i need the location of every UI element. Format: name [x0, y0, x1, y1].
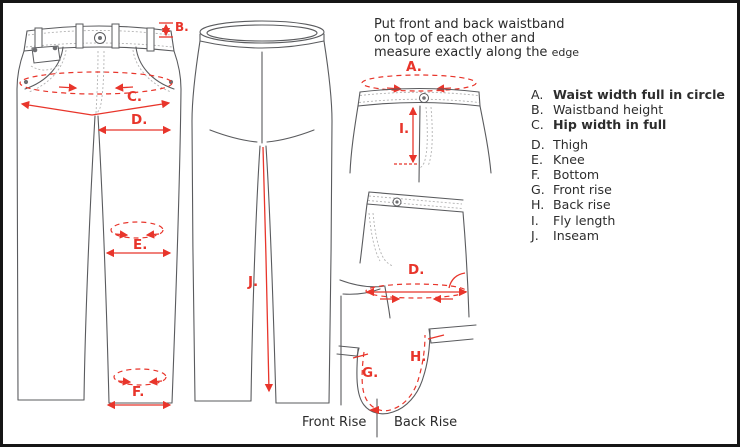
legend-text: Fly length: [553, 212, 616, 228]
legend-text: Hip width in full: [553, 117, 667, 133]
front-view-pants-drawing: [17, 23, 181, 405]
legend-item-h: [531, 197, 725, 212]
legend-letter: J.: [531, 227, 539, 243]
legend-item-j: [531, 228, 725, 243]
label-inseam-j: J.: [248, 274, 259, 290]
label-front-rise-g: G.: [362, 365, 379, 381]
instruction-text: [374, 18, 649, 60]
label-hip-width-c: C.: [127, 89, 143, 105]
instruction-line-3: measure exactly along the edge: [374, 45, 580, 60]
legend-text: Waist width full in circle: [553, 87, 725, 102]
legend-text: Bottom: [553, 167, 600, 183]
legend-item-d: [531, 137, 725, 152]
legend-letter: E.: [531, 151, 543, 167]
measurement-legend: [531, 87, 725, 243]
legend-letter: C.: [531, 117, 544, 133]
label-waistband-height-b: B.: [175, 20, 189, 34]
label-back-rise-h: H.: [410, 349, 427, 365]
legend-letter: A.: [531, 87, 544, 102]
legend-letter: B.: [531, 102, 544, 118]
legend-item-i: [531, 213, 725, 228]
caption-back-rise: Back Rise: [394, 415, 458, 430]
label-fly-length-i: I.: [399, 121, 410, 137]
legend-item-g: [531, 182, 725, 197]
instruction-line-1: Put front and back waistband: [374, 17, 565, 32]
label-thigh-d-detail: D.: [408, 262, 425, 278]
legend-text: Front rise: [553, 182, 612, 198]
thigh-detail-drawing: [340, 192, 469, 318]
label-thigh-d-front: D.: [131, 112, 148, 128]
legend-letter: D.: [531, 136, 545, 152]
caption-front-rise: Front Rise: [302, 415, 367, 430]
back-view-pants-drawing: [192, 21, 332, 403]
legend-letter: I.: [531, 212, 539, 228]
legend-text: Back rise: [553, 197, 611, 213]
legend-item-a: [531, 87, 725, 102]
legend-letter: H.: [531, 197, 545, 213]
legend-text: Thigh: [553, 136, 589, 152]
instruction-edge-word: edge: [551, 46, 580, 59]
label-knee-e: E.: [133, 237, 148, 253]
legend-item-f: [531, 167, 725, 182]
instruction-line-2: on top of each other and: [374, 31, 536, 46]
legend-item-e: [531, 152, 725, 167]
legend-text: Knee: [553, 151, 585, 167]
legend-item-b: [531, 102, 725, 117]
legend-text: Waistband height: [553, 102, 664, 118]
label-bottom-f: F.: [132, 384, 145, 400]
label-waist-a: A.: [406, 59, 422, 75]
legend-letter: F.: [531, 167, 541, 183]
legend-item-c: [531, 117, 725, 132]
legend-letter: G.: [531, 182, 545, 198]
legend-text: Inseam: [553, 227, 599, 243]
waistband-detail-drawing: [350, 75, 491, 182]
